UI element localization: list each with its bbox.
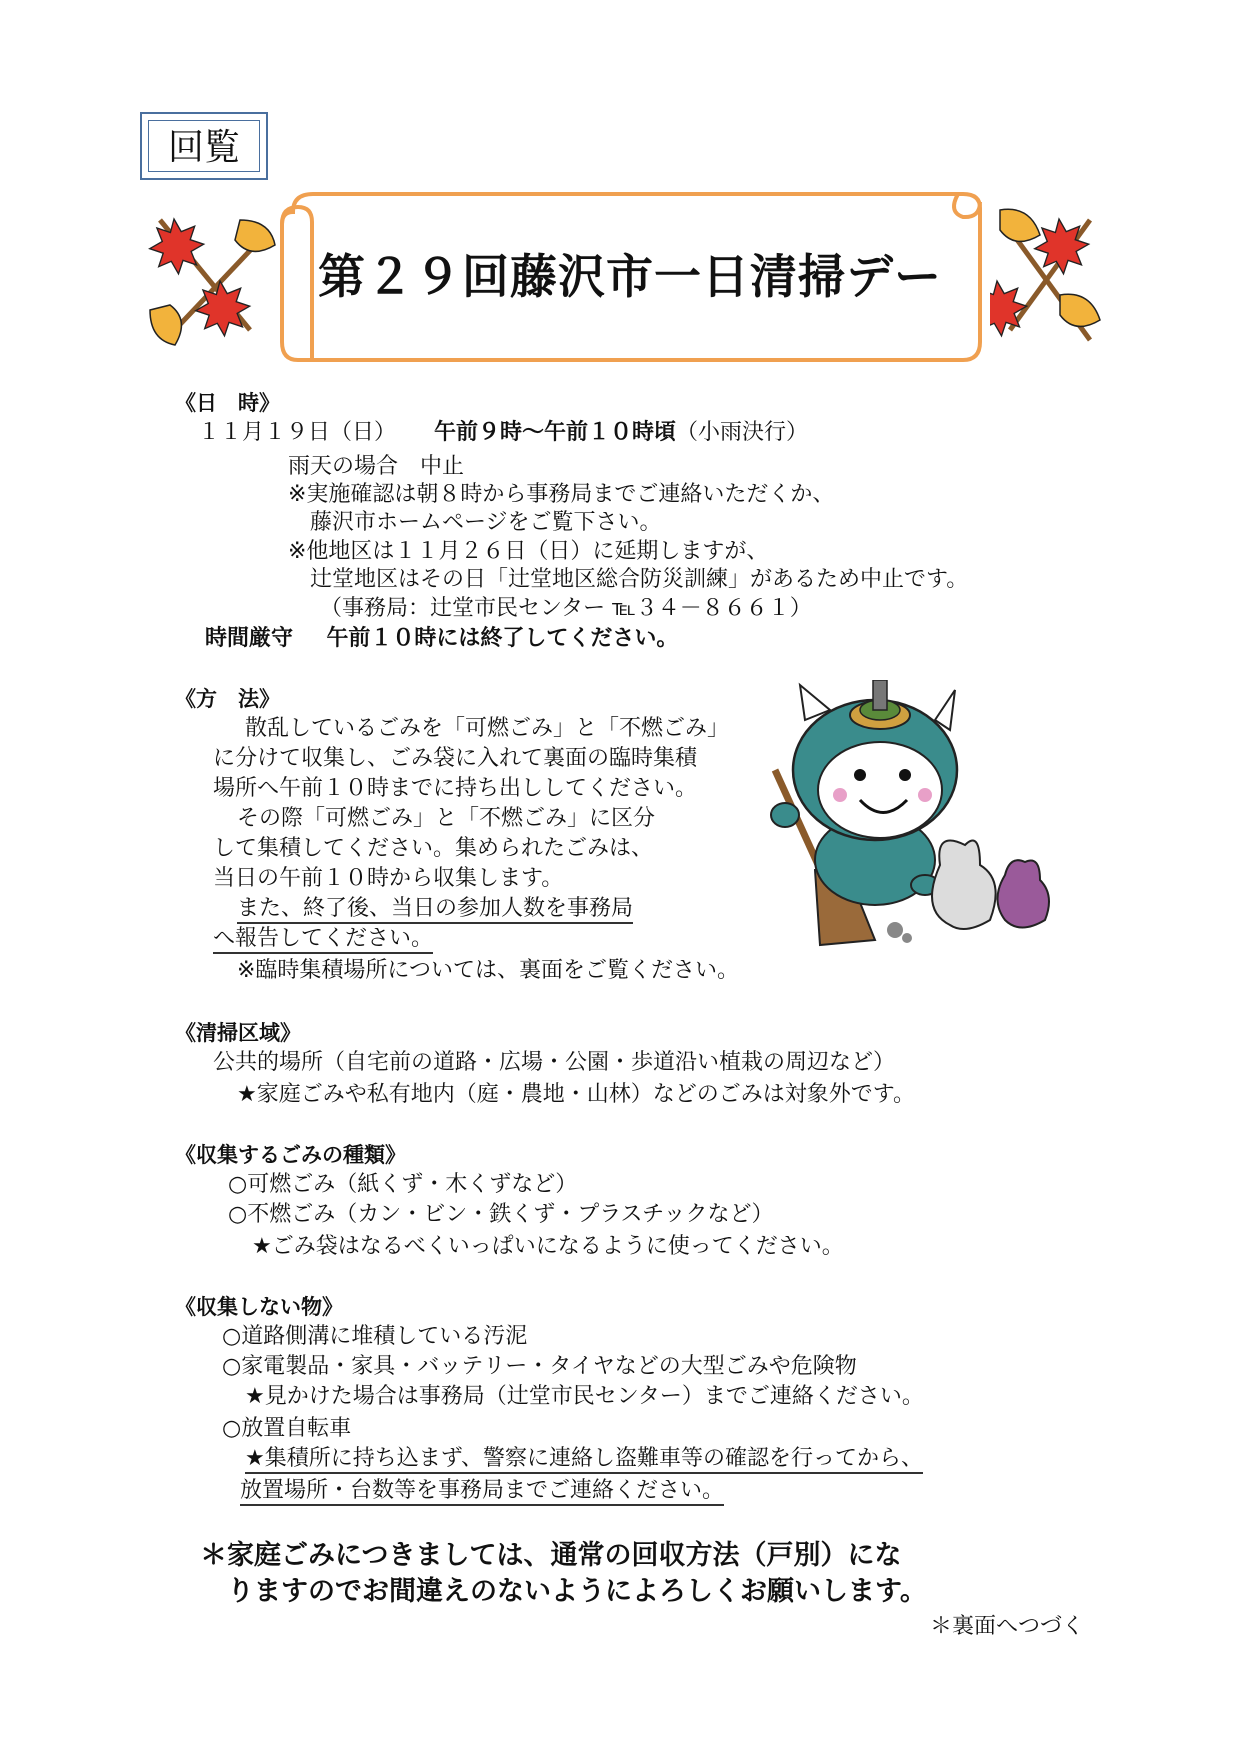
mascot-sweeping-icon	[765, 680, 1065, 960]
schedule-time: 午前９時～午前１０時頃	[434, 420, 677, 445]
bicycle-note-1: ★集積所に持ち込まず、警察に連絡し盗難車等の確認を行ってから、	[245, 1446, 923, 1474]
method-line: して集積してください。集められたごみは、	[213, 836, 654, 861]
excluded-line-5	[245, 1444, 923, 1474]
method-line	[213, 924, 433, 954]
schedule-date: １１月１９日（日）	[198, 420, 397, 445]
schedule-heading: 《日 時》	[175, 391, 280, 415]
excluded-line-6	[240, 1476, 724, 1506]
excluded-line-3: ★見かけた場合は事務局（辻堂市民センター）までご連絡ください。	[245, 1384, 924, 1409]
method-heading: 《方 法》	[175, 687, 280, 711]
method-line: 散乱しているごみを「可燃ごみ」と「不燃ごみ」	[245, 716, 730, 741]
schedule-note: （小雨決行）	[676, 420, 809, 445]
method-line: 場所へ午前１０時までに持ち出ししてください。	[213, 776, 698, 801]
excluded-line-2: ○家電製品・家具・バッテリー・タイヤなどの大型ごみや危険物	[222, 1354, 857, 1379]
types-line-2: ○不燃ごみ（カン・ビン・鉄くず・プラスチックなど）	[228, 1202, 774, 1227]
excluded-heading: 《収集しない物》	[175, 1295, 343, 1319]
rain-line: 雨天の場合 中止	[288, 454, 465, 479]
area-heading: 《清掃区域》	[175, 1021, 301, 1045]
method-line: に分けて収集し、ごみ袋に入れて裏面の臨時集積	[213, 746, 698, 771]
continued-label: ＊裏面へつづく	[930, 1614, 1085, 1639]
schedule-date-line	[198, 418, 808, 448]
circular-stamp	[140, 112, 268, 180]
office-line: （事務局：辻堂市民センター ℡３４－８６６１）	[320, 596, 812, 621]
strict-line	[205, 624, 678, 654]
circular-stamp-label: 回覧	[148, 120, 260, 172]
area-line-1: 公共的場所（自宅前の道路・広場・公園・歩道沿い植栽の周辺など）	[213, 1050, 896, 1075]
method-line: 当日の午前１０時から収集します。	[213, 866, 564, 891]
bicycle-note-2: 放置場所・台数等を事務局までご連絡ください。	[240, 1478, 724, 1506]
method-line: その際「可燃ごみ」と「不燃ごみ」に区分	[237, 806, 656, 831]
other-line-1: ※他地区は１１月２６日（日）に延期しますが、	[288, 539, 769, 564]
strict-label: 時間厳守	[205, 626, 294, 651]
other-line-2: 辻堂地区はその日「辻堂地区総合防災訓練」があるため中止です。	[310, 567, 969, 592]
excluded-line-4: ○放置自転車	[222, 1416, 352, 1441]
area-line-2: ★家庭ごみや私有地内（庭・農地・山林）などのごみは対象外です。	[237, 1082, 915, 1107]
types-heading: 《収集するごみの種類》	[175, 1143, 406, 1167]
method-report-text: へ報告してください。	[213, 926, 433, 954]
method-report-text: また、終了後、当日の参加人数を事務局	[237, 896, 633, 924]
types-line-3: ★ごみ袋はなるべくいっぱいになるように使ってください。	[252, 1234, 844, 1259]
confirm-line-2: 藤沢市ホームページをご覧下さい。	[310, 510, 662, 535]
types-line-1: ○可燃ごみ（紙くず・木くずなど）	[228, 1172, 578, 1197]
method-line	[237, 894, 633, 924]
page-title: 第２９回藤沢市一日清掃デー	[318, 250, 942, 305]
final-note-1: ＊家庭ごみにつきましては、通常の回収方法（戸別）にな	[200, 1540, 902, 1571]
excluded-line-1: ○道路側溝に堆積している汚泥	[222, 1324, 528, 1349]
autumn-leaves-right-icon	[990, 200, 1110, 350]
method-line: ※臨時集積場所については、裏面をご覧ください。	[237, 958, 739, 983]
strict-text: 午前１０時には終了してください。	[326, 626, 679, 651]
final-note-2: りますのでお間違えのないようによろしくお願いします。	[227, 1576, 927, 1607]
confirm-line-1: ※実施確認は朝８時から事務局までご連絡いただくか、	[288, 482, 835, 507]
